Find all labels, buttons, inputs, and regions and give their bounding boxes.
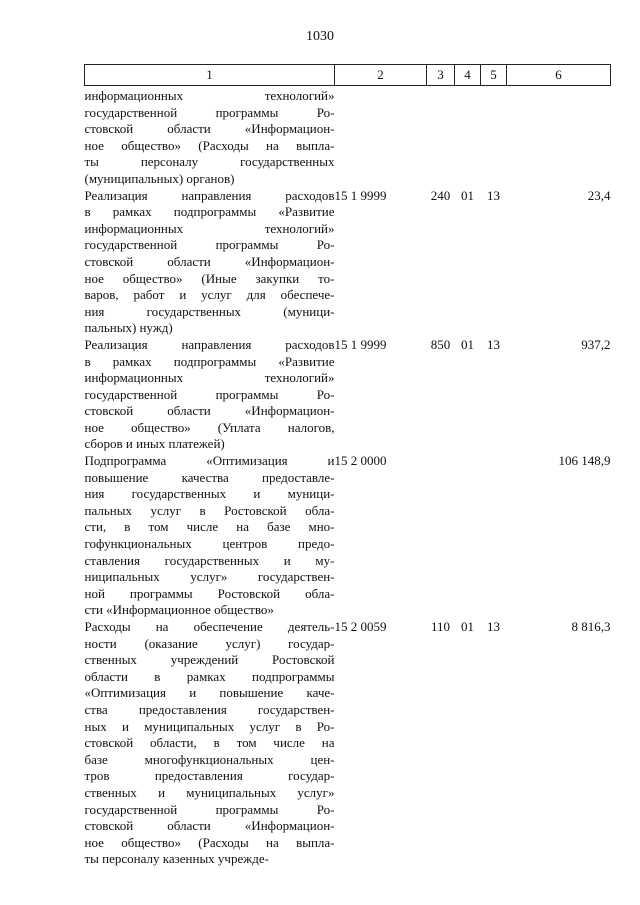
- row-description: [85, 337, 335, 453]
- row-description: [85, 619, 335, 868]
- amount-cell: 106 148,9: [558, 453, 611, 469]
- subsection-cell: [481, 86, 507, 188]
- description-line: государственной программы Ро-: [84, 237, 335, 253]
- description-line: гофункциональных центров предо-: [84, 536, 335, 552]
- description-line: государственной программы Ро-: [84, 386, 335, 402]
- table-row: [85, 86, 611, 188]
- description-line: в рамках подпрограммы «Развитие: [84, 353, 335, 369]
- subsection-cell: 13: [487, 336, 500, 352]
- description-line: тров предоставления государ-: [84, 768, 335, 784]
- expense-type-cell: 850: [430, 336, 451, 352]
- expense-type-cell: 240: [430, 187, 451, 203]
- description-line: ставления государственных и му-: [84, 552, 335, 568]
- description-line: ное общество» (Иные закупки то-: [84, 270, 335, 286]
- subsection-cell: [481, 453, 507, 619]
- table-row: [85, 188, 611, 337]
- table-row: [85, 619, 611, 868]
- description-line: Реализация направления расходов: [84, 187, 335, 203]
- description-line: ния государственных и муници-: [84, 486, 335, 502]
- column-header: 3: [427, 65, 455, 86]
- target-code-cell: 15 2 0000: [334, 453, 387, 469]
- description-line: Реализация направления расходов: [84, 336, 335, 352]
- description-line: стовской области «Информацион-: [84, 253, 335, 269]
- amount-cell: 937,2: [581, 336, 611, 352]
- description-line: области в рамках подпрограммы: [84, 668, 335, 684]
- target-code-cell: 15 2 0059: [334, 619, 387, 634]
- description-line: пальных услуг в Ростовской обла-: [84, 502, 335, 518]
- description-line: ное общество» (Расходы на выпла-: [84, 834, 335, 850]
- page-number: 1030: [306, 29, 334, 44]
- description-line: государственной программы Ро-: [84, 801, 335, 817]
- column-header: 4: [455, 65, 481, 86]
- column-header: 2: [335, 65, 427, 86]
- description-line: (муниципальных) органов): [84, 170, 235, 186]
- description-line: ственных и муниципальных услуг»: [84, 784, 335, 800]
- expense-type-cell: [427, 453, 455, 619]
- description-line: базе многофункциональных цен-: [84, 751, 335, 767]
- description-line: ности (оказание услуг) государ-: [84, 635, 335, 651]
- column-header: 6: [507, 65, 611, 86]
- description-line: стовской области «Информацион-: [84, 818, 335, 834]
- description-line: информационных технологий»: [84, 220, 335, 236]
- section-cell: 01: [461, 619, 474, 634]
- description-line: варов, работ и услуг для обеспече-: [84, 287, 335, 303]
- amount-cell: 23,4: [587, 187, 611, 203]
- description-line: «Оптимизация и повышение каче-: [84, 685, 335, 701]
- description-line: ных и муниципальных услуг в Ро-: [84, 718, 335, 734]
- description-line: ты персоналу государственных: [84, 154, 335, 170]
- description-line: ства предоставления государствен-: [84, 701, 335, 717]
- description-line: ниципальных услуг» государствен-: [84, 569, 335, 585]
- description-line: стовской области, в том числе на: [84, 735, 335, 751]
- target-code-cell: 15 1 9999: [334, 187, 387, 203]
- expense-type-cell: [427, 86, 455, 188]
- description-line: ное общество» (Уплата налогов,: [84, 419, 335, 435]
- row-description: [85, 453, 335, 619]
- column-header: 5: [481, 65, 507, 86]
- table-row: [85, 453, 611, 619]
- description-line: государственной программы Ро-: [84, 104, 335, 120]
- section-cell: [455, 453, 481, 619]
- description-line: ное общество» (Расходы на выпла-: [84, 137, 335, 153]
- subsection-cell: 13: [487, 619, 500, 634]
- description-line: информационных технологий»: [84, 370, 335, 386]
- description-line: пальных) нужд): [84, 320, 173, 336]
- description-line: Расходы на обеспечение деятель-: [84, 619, 335, 634]
- section-cell: [455, 86, 481, 188]
- target-code-cell: [335, 86, 427, 188]
- description-line: Подпрограмма «Оптимизация и: [84, 453, 335, 469]
- amount-cell: [507, 86, 611, 188]
- description-line: ственных учреждений Ростовской: [84, 652, 335, 668]
- description-line: повышение качества предоставле-: [84, 469, 335, 485]
- section-cell: 01: [461, 336, 474, 352]
- description-line: в рамках подпрограммы «Развитие: [84, 204, 335, 220]
- expense-type-cell: 110: [430, 619, 451, 634]
- section-cell: 01: [461, 187, 474, 203]
- description-line: сти, в том числе на базе мно-: [84, 519, 335, 535]
- column-header: 1: [85, 65, 335, 86]
- table-row: [85, 337, 611, 453]
- subsection-cell: 13: [487, 187, 500, 203]
- description-line: сти «Информационное общество»: [84, 602, 274, 618]
- target-code-cell: 15 1 9999: [334, 336, 387, 352]
- budget-table: [84, 64, 611, 868]
- description-line: сборов и иных платежей): [84, 436, 225, 452]
- description-line: ной программы Ростовской обла-: [84, 585, 335, 601]
- description-line: ты персоналу казенных учрежде-: [84, 851, 269, 867]
- row-description: [85, 188, 335, 337]
- description-line: стовской области «Информацион-: [84, 403, 335, 419]
- table-header-row: [85, 65, 611, 86]
- description-line: информационных технологий»: [84, 88, 335, 103]
- description-line: стовской области «Информацион-: [84, 121, 335, 137]
- row-description: [85, 86, 335, 188]
- amount-cell: 8 816,3: [571, 619, 611, 634]
- description-line: ния государственных (муници-: [84, 303, 335, 319]
